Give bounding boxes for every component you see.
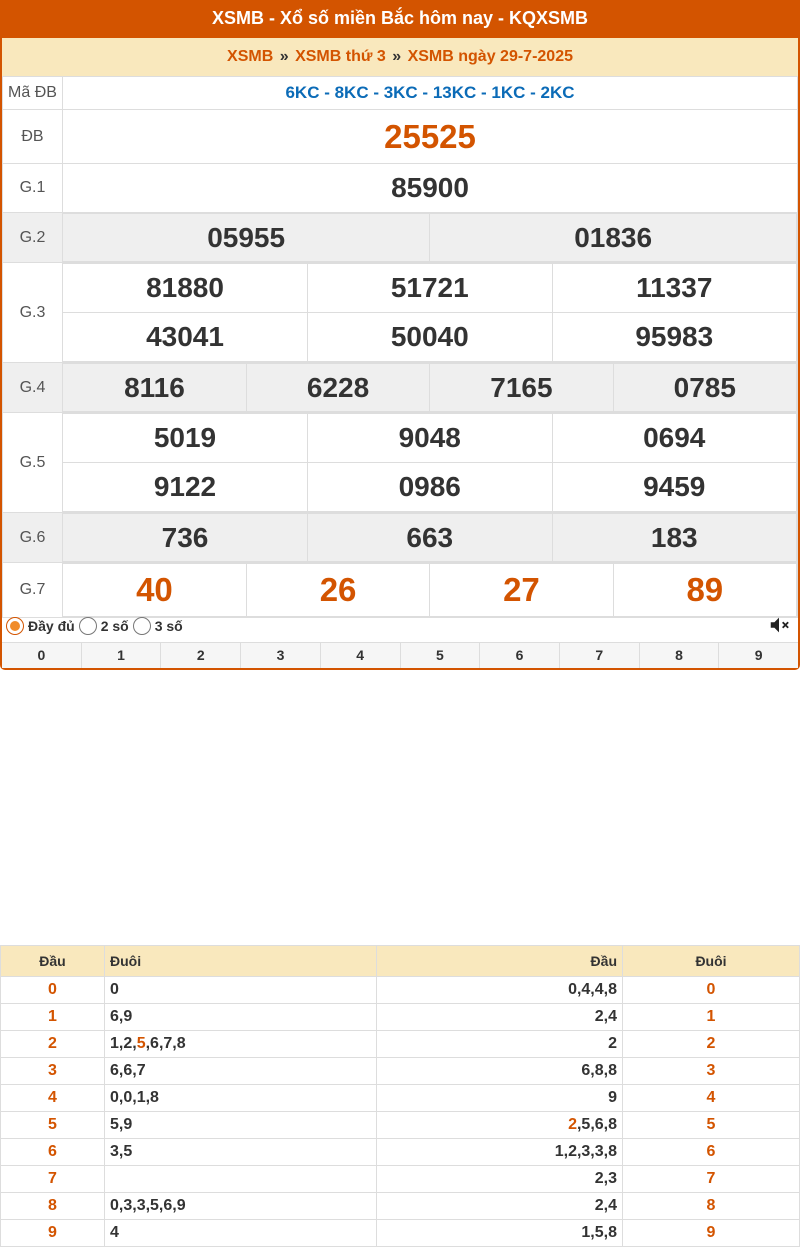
digit-filter-1[interactable]: 1 bbox=[81, 643, 161, 668]
tail-values: 4 bbox=[105, 1220, 377, 1247]
tail-digit: 4 bbox=[623, 1085, 800, 1112]
g6-cells bbox=[63, 513, 798, 563]
prize-g4: 7165 bbox=[430, 364, 613, 412]
header-dau: Đầu bbox=[1, 946, 105, 977]
head-values-part: ,5,6,8 bbox=[576, 1116, 617, 1133]
prize-g5: 9048 bbox=[308, 414, 553, 463]
head-values bbox=[377, 1112, 623, 1139]
head-values: 0,4,4,8 bbox=[377, 977, 623, 1004]
tail-digit: 2 bbox=[623, 1031, 800, 1058]
digit-filter-7[interactable]: 7 bbox=[559, 643, 639, 668]
table-row bbox=[1, 1220, 800, 1247]
digit-filter-8[interactable]: 8 bbox=[639, 643, 719, 668]
radio-full[interactable] bbox=[6, 617, 24, 635]
prize-g5: 9122 bbox=[63, 463, 308, 512]
prize-g5: 0986 bbox=[308, 463, 553, 512]
prize-g2: 01836 bbox=[430, 214, 797, 262]
tail-values: 0 bbox=[105, 977, 377, 1004]
row-g6 bbox=[3, 513, 798, 563]
table-row bbox=[1, 1139, 800, 1166]
prize-g5: 5019 bbox=[63, 414, 308, 463]
head-digit: 6 bbox=[1, 1139, 105, 1166]
prize-g4: 6228 bbox=[246, 364, 429, 412]
digit-filter-3[interactable]: 3 bbox=[240, 643, 320, 668]
row-g5 bbox=[3, 413, 798, 513]
header-dau: Đầu bbox=[377, 946, 623, 977]
head-digit: 7 bbox=[1, 1166, 105, 1193]
label-g3: G.3 bbox=[3, 263, 63, 363]
head-values: 2 bbox=[377, 1031, 623, 1058]
prize-g7: 40 bbox=[63, 564, 246, 617]
table-row bbox=[1, 1058, 800, 1085]
prize-g5: 0694 bbox=[552, 414, 797, 463]
tail-digit: 8 bbox=[623, 1193, 800, 1220]
tail-highlight: 5 bbox=[136, 1035, 146, 1052]
label-g1: G.1 bbox=[3, 164, 63, 213]
head-values: 6,8,8 bbox=[377, 1058, 623, 1085]
head-values: 1,2,3,3,8 bbox=[377, 1139, 623, 1166]
digit-filter-6[interactable]: 6 bbox=[479, 643, 559, 668]
prize-g4: 0785 bbox=[613, 364, 796, 412]
page-title: XSMB - Xổ số miền Bắc hôm nay - KQXSMB bbox=[0, 0, 800, 38]
table-row bbox=[1, 1004, 800, 1031]
prize-g4: 8116 bbox=[63, 364, 246, 412]
prize-g7: 89 bbox=[613, 564, 796, 617]
loto-table bbox=[0, 945, 800, 1247]
tail-values: 0,3,3,5,6,9 bbox=[105, 1193, 377, 1220]
special-prize: 25525 bbox=[63, 110, 798, 164]
label-madb: Mã ĐB bbox=[3, 77, 63, 110]
header-duoi: Đuôi bbox=[105, 946, 377, 977]
digit-filter-bar bbox=[2, 642, 798, 668]
display-options bbox=[2, 610, 798, 642]
head-digit: 4 bbox=[1, 1085, 105, 1112]
head-values: 2,4 bbox=[377, 1193, 623, 1220]
row-db bbox=[3, 110, 798, 164]
row-g4 bbox=[3, 363, 798, 413]
head-digit: 1 bbox=[1, 1004, 105, 1031]
row-g1 bbox=[3, 164, 798, 213]
loto-header-row bbox=[1, 946, 800, 977]
prize-g3: 51721 bbox=[308, 264, 553, 313]
tail-digit: 9 bbox=[623, 1220, 800, 1247]
head-values: 2,3 bbox=[377, 1166, 623, 1193]
radio-two-digits[interactable] bbox=[79, 617, 97, 635]
tail-values-part: 1,2, bbox=[110, 1035, 137, 1052]
tail-values bbox=[105, 1031, 377, 1058]
table-row bbox=[1, 1193, 800, 1220]
label-g2: G.2 bbox=[3, 213, 63, 263]
prize-g6: 183 bbox=[552, 514, 797, 562]
head-digit: 2 bbox=[1, 1031, 105, 1058]
tail-values: 6,6,7 bbox=[105, 1058, 377, 1085]
label-g5: G.5 bbox=[3, 413, 63, 513]
label-db: ĐB bbox=[3, 110, 63, 164]
mute-icon[interactable] bbox=[768, 614, 790, 636]
radio-full-label[interactable]: Đầy đủ bbox=[28, 618, 75, 634]
prize-g6: 736 bbox=[63, 514, 308, 562]
prize-g3: 50040 bbox=[308, 313, 553, 362]
tail-digit: 6 bbox=[623, 1139, 800, 1166]
breadcrumb-date-link[interactable]: XSMB ngày 29-7-2025 bbox=[407, 48, 573, 65]
results-table bbox=[2, 76, 798, 618]
head-values: 9 bbox=[377, 1085, 623, 1112]
tail-digit: 3 bbox=[623, 1058, 800, 1085]
special-codes: 6KC - 8KC - 3KC - 13KC - 1KC - 2KC bbox=[63, 77, 798, 110]
prize-g7: 26 bbox=[246, 564, 429, 617]
g2-cells bbox=[63, 213, 798, 263]
table-row bbox=[1, 1085, 800, 1112]
prize-g2: 05955 bbox=[63, 214, 430, 262]
g3-cells bbox=[63, 263, 798, 363]
row-madb bbox=[3, 77, 798, 110]
row-g2 bbox=[3, 213, 798, 263]
tail-values: 6,9 bbox=[105, 1004, 377, 1031]
digit-filter-2[interactable]: 2 bbox=[160, 643, 240, 668]
radio-two-digits-label[interactable]: 2 số bbox=[100, 618, 129, 634]
g4-cells bbox=[63, 363, 798, 413]
head-digit: 3 bbox=[1, 1058, 105, 1085]
head-digit: 9 bbox=[1, 1220, 105, 1247]
digit-filter-9[interactable]: 9 bbox=[718, 643, 798, 668]
table-row bbox=[1, 977, 800, 1004]
prize-g3: 81880 bbox=[63, 264, 308, 313]
prize-g3: 95983 bbox=[552, 313, 797, 362]
tail-values bbox=[105, 1166, 377, 1193]
head-digit: 0 bbox=[1, 977, 105, 1004]
prize-g7: 27 bbox=[430, 564, 613, 617]
prize-g3: 43041 bbox=[63, 313, 308, 362]
prize-g1: 85900 bbox=[63, 164, 798, 213]
head-digit: 5 bbox=[1, 1112, 105, 1139]
tail-values-part: ,6,7,8 bbox=[145, 1035, 186, 1052]
tail-digit: 7 bbox=[623, 1166, 800, 1193]
breadcrumb bbox=[2, 38, 798, 76]
head-values: 1,5,8 bbox=[377, 1220, 623, 1247]
tail-values: 3,5 bbox=[105, 1139, 377, 1166]
tail-digit: 5 bbox=[623, 1112, 800, 1139]
row-g3 bbox=[3, 263, 798, 363]
prize-g3: 11337 bbox=[552, 264, 797, 313]
head-highlight: 2 bbox=[568, 1116, 577, 1133]
breadcrumb-separator: » bbox=[392, 48, 402, 65]
tail-digit: 1 bbox=[623, 1004, 800, 1031]
head-digit: 8 bbox=[1, 1193, 105, 1220]
prize-g6: 663 bbox=[308, 514, 553, 562]
label-g7: G.7 bbox=[3, 563, 63, 618]
radio-three-digits[interactable] bbox=[133, 617, 151, 635]
breadcrumb-weekday-link[interactable]: XSMB thứ 3 bbox=[295, 48, 386, 65]
radio-three-digits-label[interactable]: 3 số bbox=[154, 618, 183, 634]
prize-g5: 9459 bbox=[552, 463, 797, 512]
table-row bbox=[1, 1112, 800, 1139]
breadcrumb-xsmb-link[interactable]: XSMB bbox=[227, 48, 274, 65]
table-row bbox=[1, 1166, 800, 1193]
tail-values: 0,0,1,8 bbox=[105, 1085, 377, 1112]
digit-filter-5[interactable]: 5 bbox=[400, 643, 480, 668]
header-duoi: Đuôi bbox=[623, 946, 800, 977]
tail-values: 5,9 bbox=[105, 1112, 377, 1139]
label-g6: G.6 bbox=[3, 513, 63, 563]
head-values: 2,4 bbox=[377, 1004, 623, 1031]
breadcrumb-separator: » bbox=[279, 48, 289, 65]
digit-filter-0[interactable]: 0 bbox=[2, 643, 81, 668]
tail-digit: 0 bbox=[623, 977, 800, 1004]
label-g4: G.4 bbox=[3, 363, 63, 413]
digit-filter-4[interactable]: 4 bbox=[320, 643, 400, 668]
g5-cells bbox=[63, 413, 798, 513]
table-row bbox=[1, 1031, 800, 1058]
